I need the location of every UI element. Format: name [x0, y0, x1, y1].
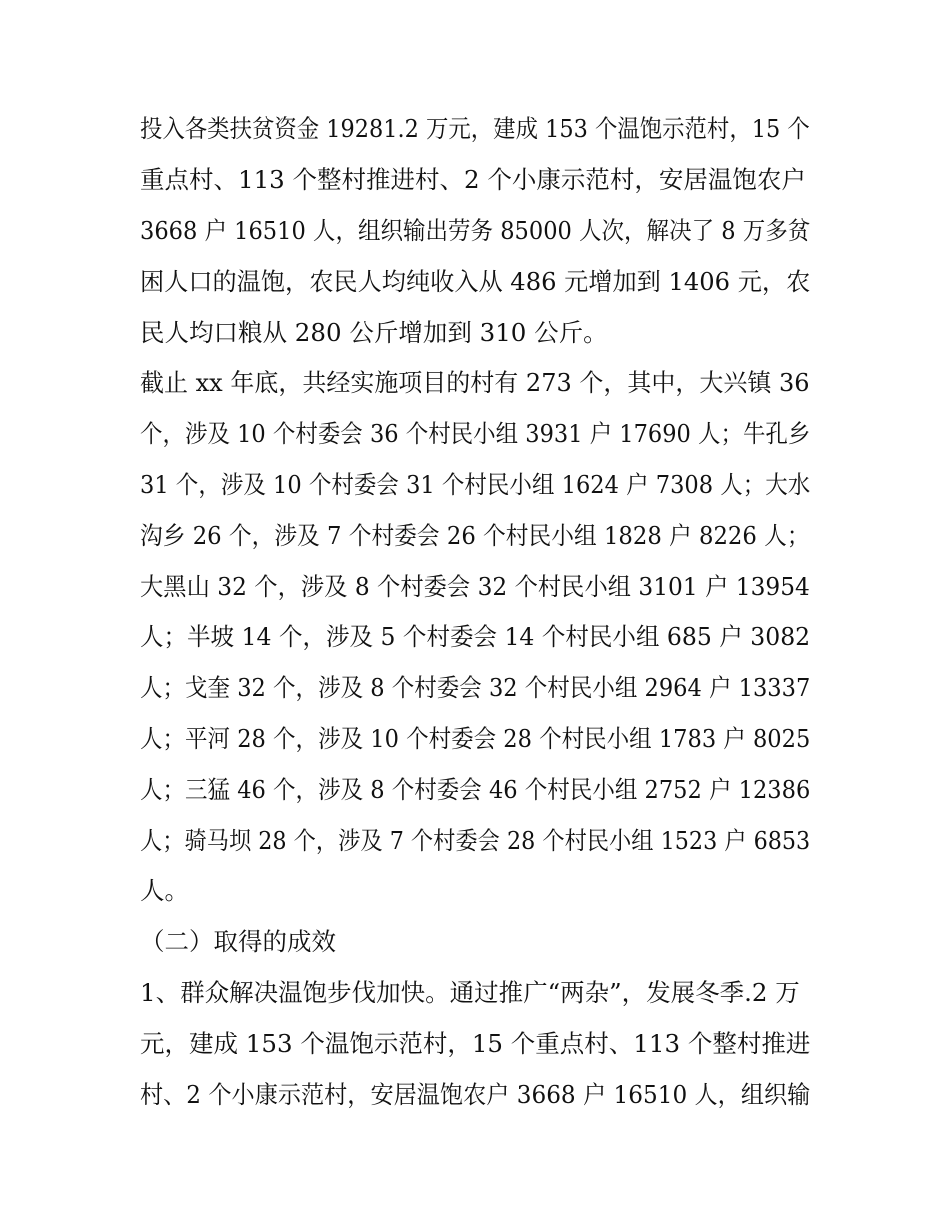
- text-line: 村、2 个小康示范村，安居温饱农户 3668 户 16510 人，组织输: [140, 1080, 811, 1109]
- text-line: 困人口的温饱，农民人均纯收入从 486 元增加到 1406 元，农: [140, 267, 811, 296]
- text-line: 人；骑马坝 28 个，涉及 7 个村委会 28 个村民小组 1523 户 6853: [140, 826, 811, 855]
- text-line: 截止 xx 年底，共经实施项目的村有 273 个，其中，大兴镇 36: [140, 368, 810, 397]
- text-line: 3668 户 16510 人，组织输出劳务 85000 人次，解决了 8 万多贫: [140, 216, 811, 245]
- text-line: 沟乡 26 个，涉及 7 个村委会 26 个村民小组 1828 户 8226 人；: [140, 521, 810, 550]
- text-line: 人；三猛 46 个，涉及 8 个村委会 46 个村民小组 2752 户 12386: [140, 775, 811, 804]
- text-line: 人。: [140, 876, 189, 905]
- text-line: 人；戈奎 32 个，涉及 8 个村委会 32 个村民小组 2964 户 13337: [140, 673, 811, 702]
- text-line: 个，涉及 10 个村委会 36 个村民小组 3931 户 17690 人；牛孔乡: [140, 419, 811, 448]
- text-line: 重点村、113 个整村推进村、2 个小康示范村，安居温饱农户: [140, 165, 806, 194]
- text-line: 人；半坡 14 个，涉及 5 个村委会 14 个村民小组 685 户 3082: [140, 622, 811, 651]
- text-line: 投入各类扶贫资金 19281.2 万元，建成 153 个温饱示范村，15 个: [140, 114, 810, 143]
- text-line: 31 个，涉及 10 个村委会 31 个村民小组 1624 户 7308 人；大水: [140, 470, 811, 499]
- text-line: 人；平河 28 个，涉及 10 个村委会 28 个村民小组 1783 户 8025: [140, 724, 811, 753]
- text-line: 1、群众解决温饱步伐加快。通过推广“两杂”，发展冬季.2 万: [140, 978, 800, 1007]
- text-line: 大黑山 32 个，涉及 8 个村委会 32 个村民小组 3101 户 13954: [140, 572, 810, 601]
- section-heading: （二）取得的成效: [140, 927, 336, 956]
- text-line: 民人均口粮从 280 公斤增加到 310 公斤。: [140, 318, 608, 347]
- text-line: 元，建成 153 个温饱示范村，15 个重点村、113 个整村推进: [140, 1029, 811, 1058]
